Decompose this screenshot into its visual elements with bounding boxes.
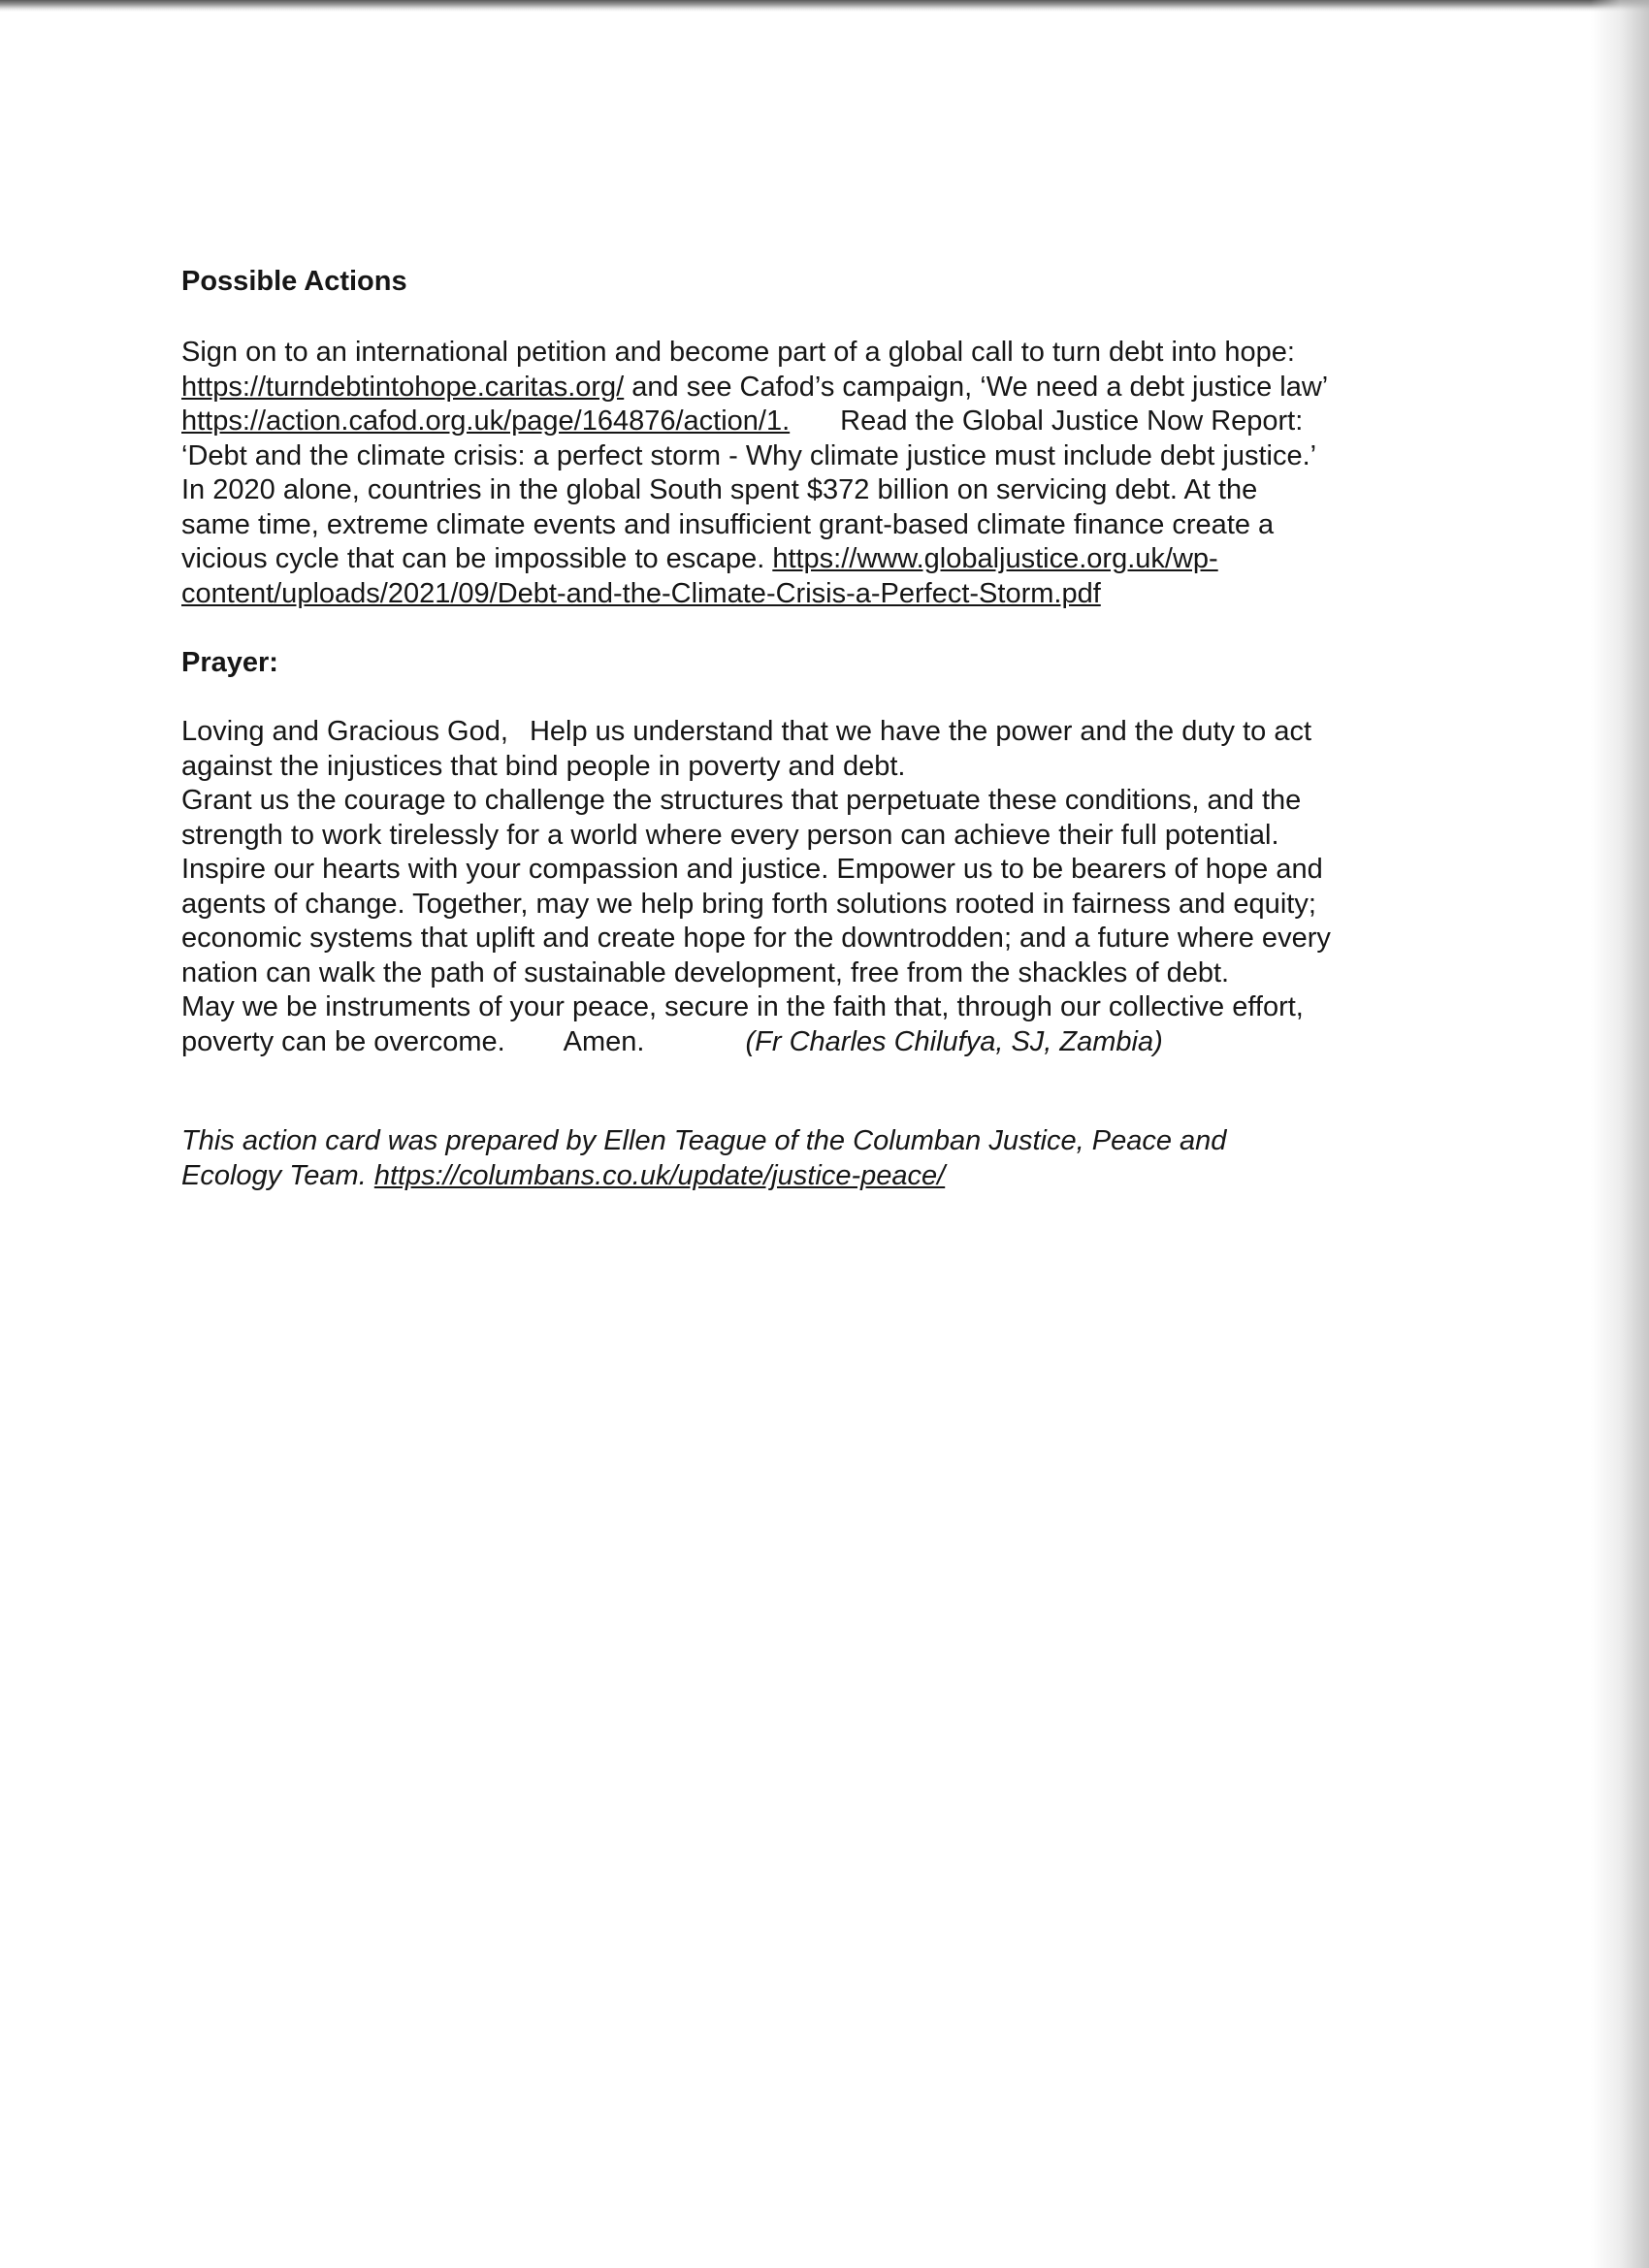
prayer-line: agents of change. Together, may we help bring forth solutions rooted in fairness and equity;: [181, 888, 1316, 920]
actions-line: [181, 405, 1413, 439]
actions-text: vicious cycle that can be impossible to escape.: [181, 543, 773, 574]
columbans-link[interactable]: https://columbans.co.uk/update/justice-peace/: [373, 1159, 946, 1191]
actions-line: ‘Debt and the climate crisis: a perfect storm - Why climate justice must include debt justice.’: [181, 439, 1317, 471]
possible-actions-heading: Possible Actions: [181, 266, 407, 297]
prayer-line: against the injustices that bind people in poverty and debt.: [181, 750, 906, 782]
possible-actions-paragraph: [181, 336, 1413, 611]
action-card-content: [181, 264, 1413, 1193]
caritas-link[interactable]: https://turndebtintohope.caritas.org/: [181, 371, 625, 403]
amen-text: Amen.: [563, 1025, 645, 1057]
prayer-line: economic systems that uplift and create hope for the downtrodden; and a future where every: [181, 923, 1331, 954]
global-justice-report-link-continued[interactable]: content/uploads/2021/09/Debt-and-the-Climate-Crisis-a-Perfect-Storm.pdf: [181, 577, 1101, 609]
prayer-line: Grant us the courage to challenge the structures that perpetuate these conditions, and the: [181, 785, 1302, 816]
prayer-attribution: (Fr Charles Chilufya, SJ, Zambia): [745, 1025, 1163, 1057]
prayer-text: poverty can be overcome.: [181, 1025, 505, 1057]
prayer-line: Inspire our hearts with your compassion and justice. Empower us to be bearers of hope and: [181, 854, 1323, 885]
actions-line: same time, extreme climate events and insufficient grant-based climate finance create a: [181, 508, 1275, 540]
footer-line: [181, 1159, 1413, 1194]
prayer-line: May we be instruments of your peace, secure in the faith that, through our collective effort,: [181, 991, 1304, 1022]
cafod-link[interactable]: https://action.cafod.org.uk/page/164876/action/1.: [181, 405, 791, 437]
prayer-text: Help us understand that we have the power and the duty to act: [529, 716, 1312, 747]
actions-line: [181, 577, 1413, 612]
prayer-paragraph: [181, 715, 1413, 1059]
actions-line: Sign on to an international petition and become part of a global call to turn debt into hope:: [181, 337, 1295, 368]
footer-text: Ecology Team.: [181, 1159, 374, 1191]
footer-line: This action card was prepared by Ellen Teague of the Columban Justice, Peace and: [181, 1125, 1227, 1156]
actions-text: and see Cafod’s campaign, ‘We need a debt justice law’: [624, 371, 1329, 403]
actions-line: [181, 542, 1413, 577]
scan-top-edge: [0, 0, 1649, 12]
prayer-line: [181, 715, 1413, 750]
scan-right-edge-shadow: [1591, 0, 1649, 2268]
prayer-text: Loving and Gracious God,: [181, 716, 508, 747]
actions-line: In 2020 alone, countries in the global South spent $372 billion on servicing debt. At the: [181, 474, 1258, 505]
prayer-heading: Prayer:: [181, 647, 278, 678]
actions-line: [181, 371, 1413, 405]
global-justice-report-link[interactable]: https://www.globaljustice.org.uk/wp-: [772, 543, 1218, 574]
prayer-line: nation can walk the path of sustainable development, free from the shackles of debt.: [181, 956, 1230, 988]
prayer-line: strength to work tirelessly for a world where every person can achieve their full potential.: [181, 819, 1279, 851]
footer-credit: [181, 1124, 1413, 1193]
actions-text: Read the Global Justice Now Report:: [840, 405, 1304, 437]
prayer-line: [181, 1025, 1413, 1060]
